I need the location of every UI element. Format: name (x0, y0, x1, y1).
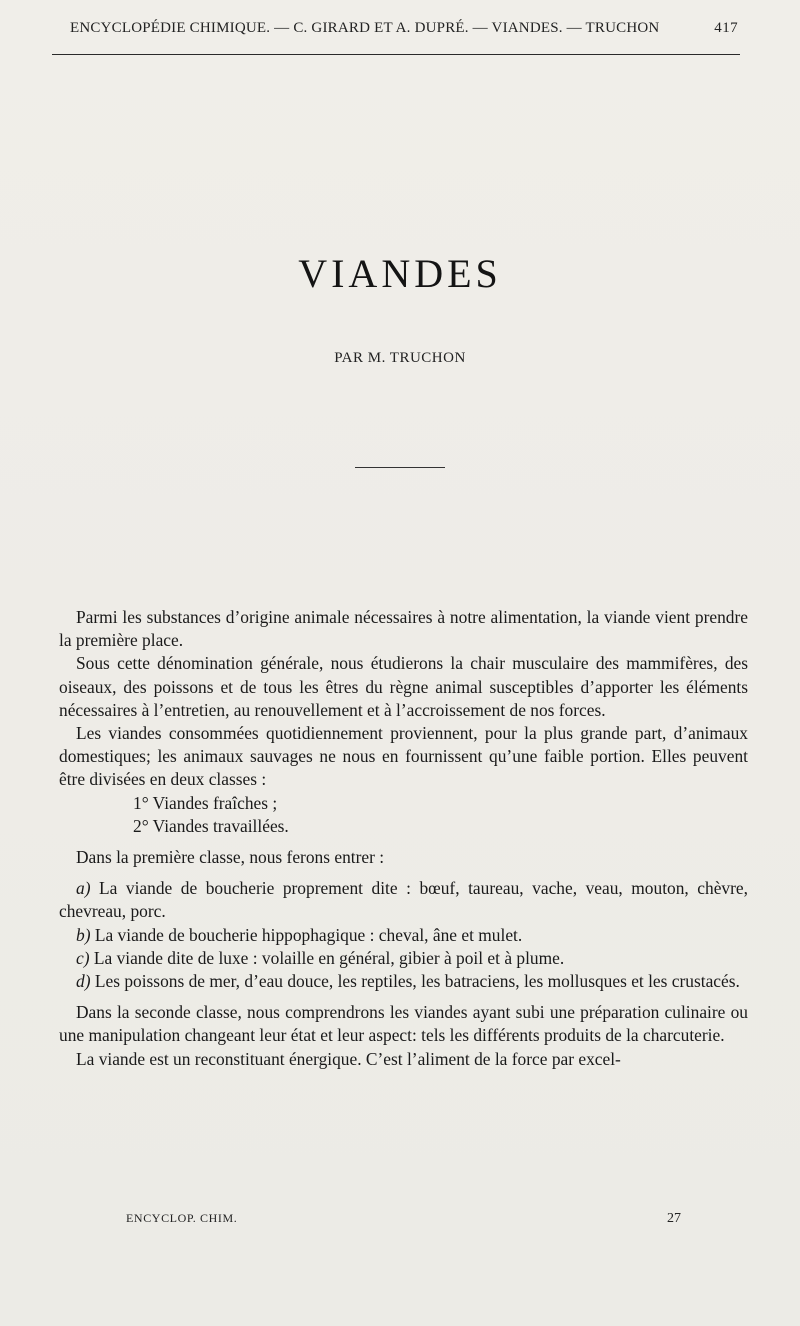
page-number: 417 (714, 20, 738, 36)
paragraph: Les viandes consommées quotidiennement proviennent, pour la plus grande part, d’animaux domestiques; les animaux sauvages ne nous en fournissent qu’une faible portion. Elles peuvent être divisées en deux classes : (59, 723, 748, 790)
list-item (59, 924, 748, 947)
article-author: PAR M. TRUCHON (334, 350, 466, 366)
paragraph: Dans la première classe, nous ferons entrer : (76, 847, 385, 868)
footer-collection: ENCYCLOP. CHIM. (126, 1211, 238, 1225)
item-label: d) (76, 971, 91, 992)
header-rule (52, 54, 740, 55)
paragraph: Dans la seconde classe, nous comprendrons les viandes ayant subi une préparation culinaire ou une manipulation changeant leur état et leur aspect: tels les différents produits de la charcuterie. (59, 1002, 748, 1046)
running-title: ENCYCLOPÉDIE CHIMIQUE. — C. GIRARD ET A. DUPRÉ. — VIANDES. — TRUCHON (70, 20, 660, 36)
list-item (59, 970, 748, 993)
paragraph: Sous cette dénomination générale, nous étudierons la chair musculaire des mammifères, des oiseaux, des poissons et de tous les êtres du règne animal susceptibles d’apporter les éléments nécessaires à l’entretien, au renouvellement et à l’accroissement de nos forces. (59, 653, 748, 720)
list-item (59, 877, 748, 923)
item-text: Les poissons de mer, d’eau douce, les reptiles, les batraciens, les mollusques et les crustacés. (94, 971, 740, 992)
page-footer (126, 1211, 681, 1227)
list-item: 2° Viandes travaillées. (133, 815, 289, 836)
paragraph: La viande est un reconstituant énergique. C’est l’aliment de la force par excel- (76, 1048, 621, 1069)
item-label: c) (76, 947, 90, 968)
item-text: La viande de boucherie proprement dite : bœuf, taureau, vache, veau, mouton, chèvre, chevreau, porc. (59, 878, 748, 922)
item-text: La viande de boucherie hippophagique : cheval, âne et mulet. (94, 924, 523, 945)
running-header (70, 20, 738, 37)
article-body (59, 606, 748, 1071)
item-label: a) (76, 878, 91, 899)
list-item (59, 947, 748, 970)
paragraph: Parmi les substances d’origine animale nécessaires à notre alimentation, la viande vient prendre la première place. (59, 607, 748, 651)
item-text: La viande dite de luxe : volaille en général, gibier à poil et à plume. (93, 947, 565, 968)
item-label: b) (76, 924, 91, 945)
title-divider (355, 467, 445, 468)
footer-signature: 27 (667, 1211, 681, 1226)
article-title: VIANDES (298, 251, 502, 296)
list-item: 1° Viandes fraîches ; (133, 792, 278, 813)
